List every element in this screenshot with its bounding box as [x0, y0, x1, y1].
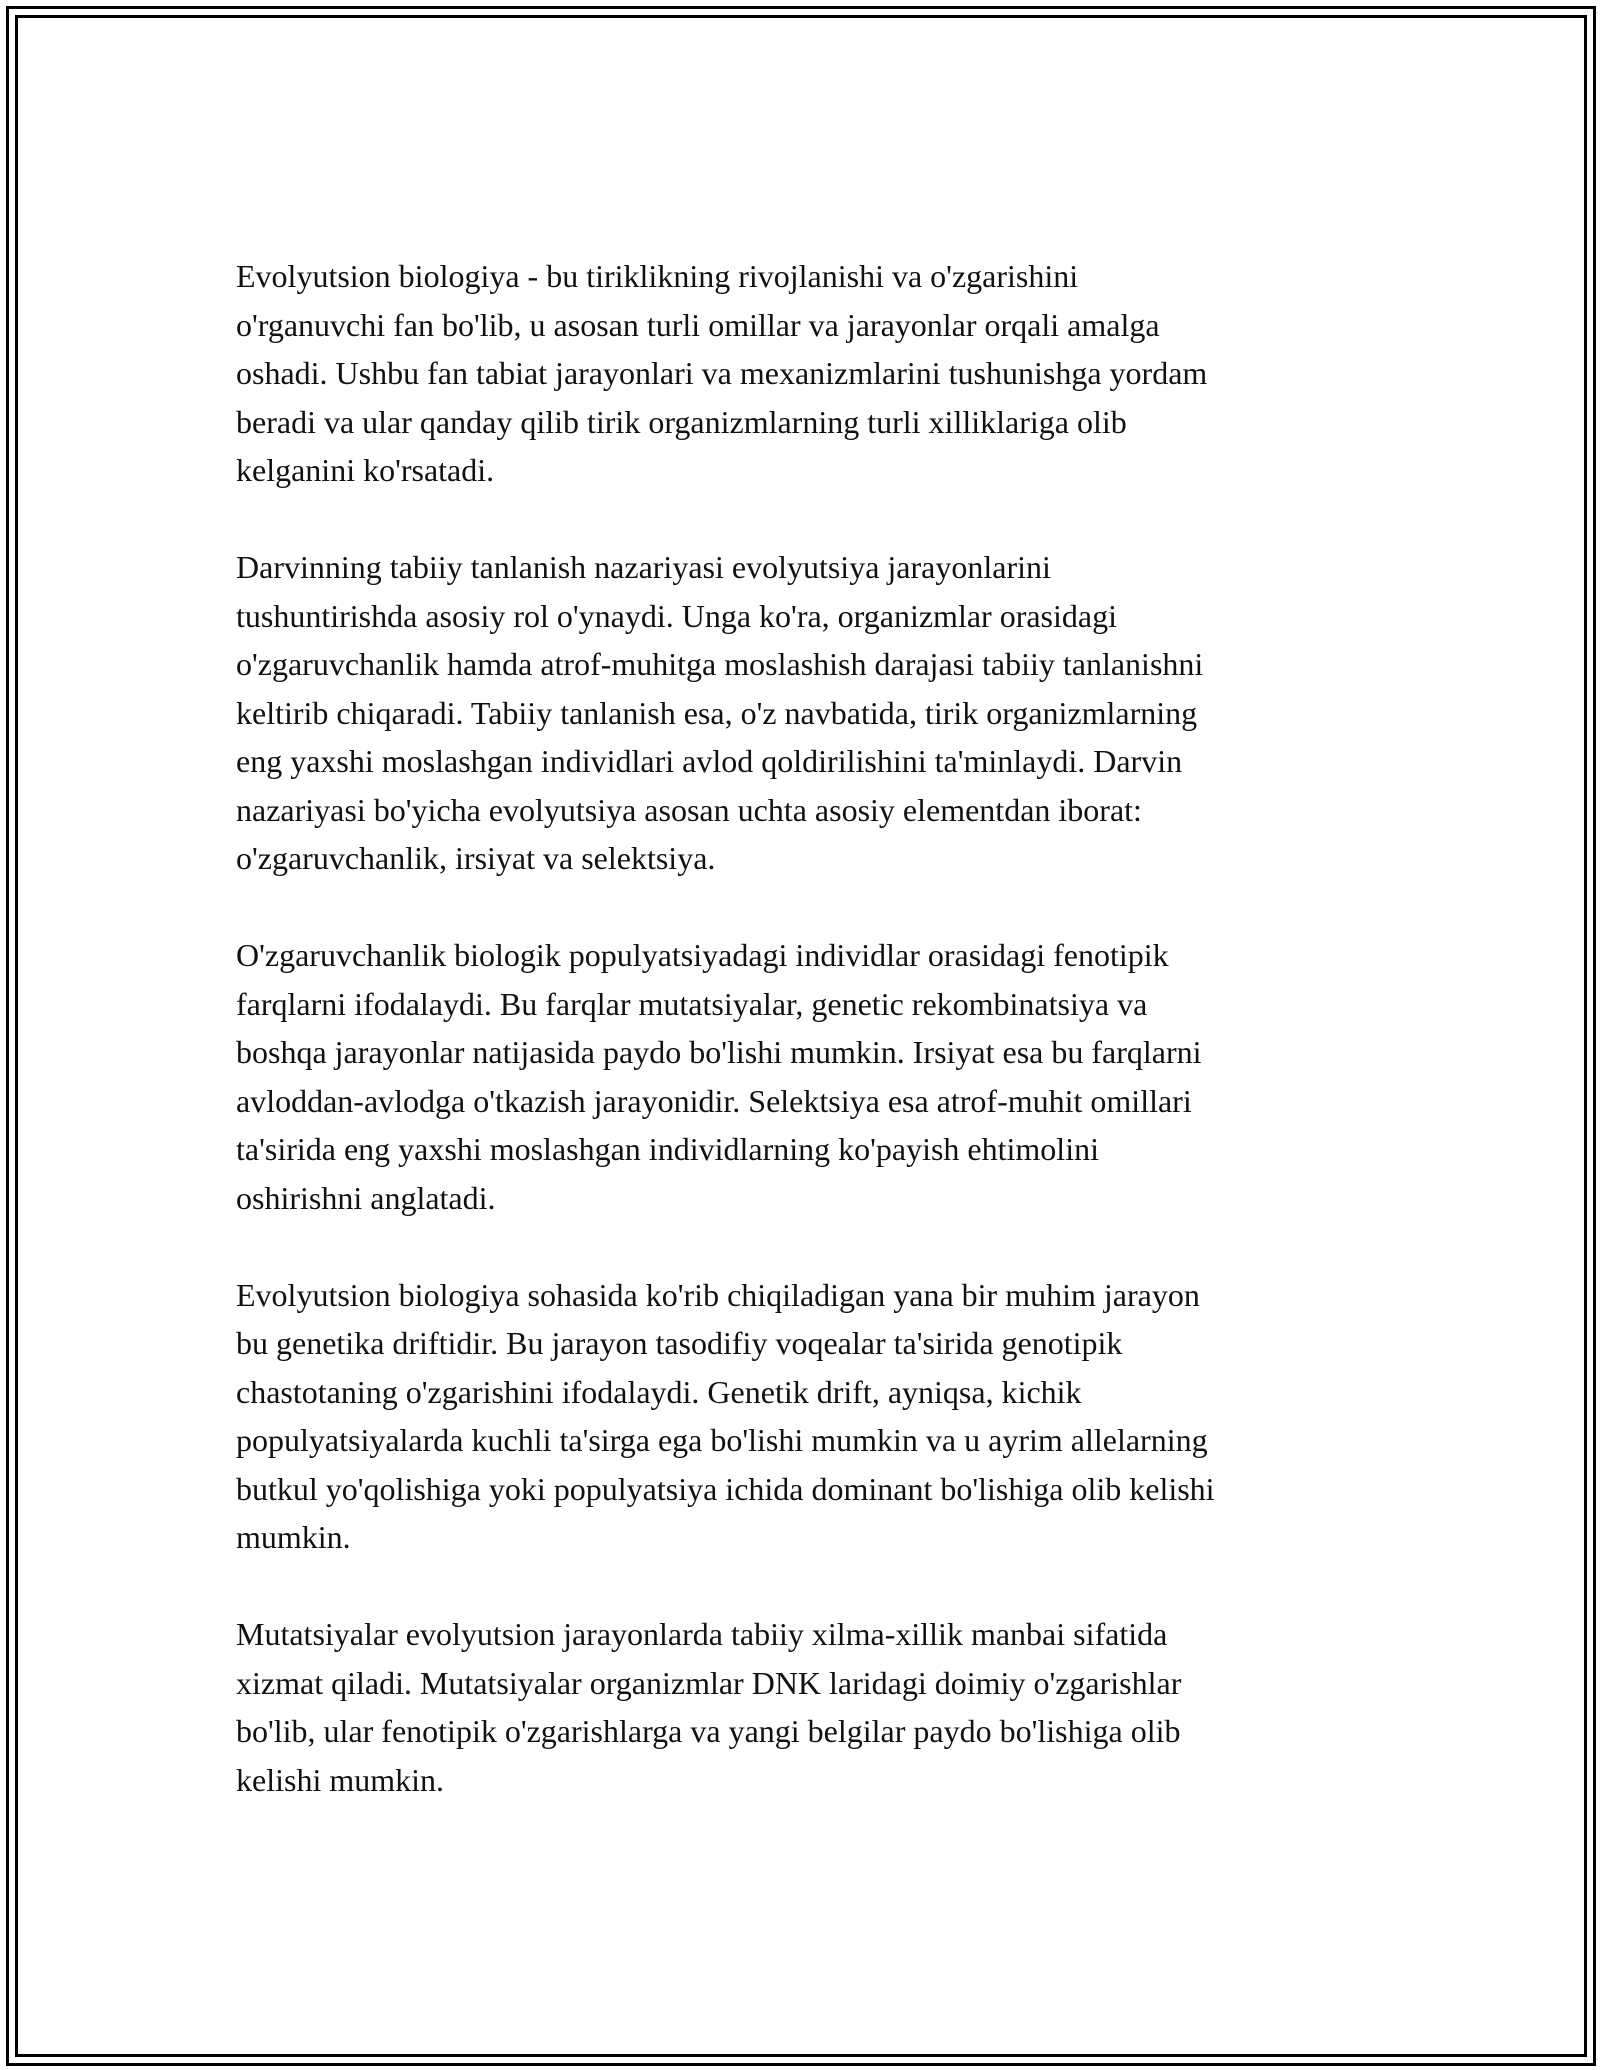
text-line: ta'sirida eng yaxshi moslashgan individlarning ko'payish ehtimolini [236, 1131, 1099, 1167]
document-body [236, 252, 1376, 1853]
text-line: O'zgaruvchanlik biologik populyatsiyadagi individlar orasidagi fenotipik [236, 937, 1169, 973]
text-line: kelishi mumkin. [236, 1761, 444, 1798]
text-line: Mutatsiyalar evolyutsion jarayonlarda tabiiy xilma-xillik manbai sifatida [236, 1616, 1168, 1652]
paragraph-mutations [236, 1610, 1376, 1804]
text-line: Evolyutsion biologiya - bu tiriklikning rivojlanishi va o'zgarishini [236, 258, 1079, 294]
paragraph-evolutionary-biology [236, 252, 1376, 495]
text-line: bu genetika driftidir. Bu jarayon tasodifiy voqealar ta'sirida genotipik [236, 1325, 1123, 1361]
text-line: Evolyutsion biologiya sohasida ko'rib chiqiladigan yana bir muhim jarayon [236, 1276, 1200, 1313]
text-line: oshirishni anglatadi. [236, 1179, 496, 1216]
text-line: o'rganuvchi fan bo'lib, u asosan turli omillar va jarayonlar orqali amalga [236, 306, 1160, 343]
text-line: xizmat qiladi. Mutatsiyalar organizmlar DNK laridagi doimiy o'zgarishlar [236, 1664, 1182, 1701]
paragraph-genetic-drift [236, 1271, 1376, 1562]
text-line: kelganini ko'rsatadi. [236, 452, 495, 488]
text-line: populyatsiyalarda kuchli ta'sirga ega bo'lishi mumkin va u ayrim allelarning [236, 1422, 1208, 1458]
text-line: avloddan-avlodga o'tkazish jarayonidir. Selektsiya esa atrof-muhit omillari [236, 1082, 1192, 1119]
text-line: boshqa jarayonlar natijasida paydo bo'lishi mumkin. Irsiyat esa bu farqlarni [236, 1034, 1202, 1070]
text-line: mumkin. [236, 1519, 351, 1555]
text-line: farqlarni ifodalaydi. Bu farqlar mutatsiyalar, genetic rekombinatsiya va [236, 985, 1148, 1022]
paragraph-natural-selection [236, 543, 1376, 883]
text-line: nazariyasi bo'yicha evolyutsiya asosan uchta asosiy elementdan iborat: [236, 791, 1142, 828]
text-line: Darvinning tabiiy tanlanish nazariyasi evolyutsiya jarayonlarini [236, 549, 1051, 585]
text-line: beradi va ular qanday qilib tirik organizmlarning turli xilliklariga olib [236, 403, 1127, 440]
text-line: keltirib chiqaradi. Tabiiy tanlanish esa, o'z navbatida, tirik organizmlarning [236, 694, 1198, 731]
text-line: butkul yo'qolishiga yoki populyatsiya ichida dominant bo'lishiga olib kelishi [236, 1470, 1215, 1507]
text-line: oshadi. Ushbu fan tabiat jarayonlari va mexanizmlarini tushunishga yordam [236, 355, 1208, 391]
text-line: o'zgaruvchanlik, irsiyat va selektsiya. [236, 840, 716, 876]
text-line: bo'lib, ular fenotipik o'zgarishlarga va yangi belgilar paydo bo'lishiga olib [236, 1713, 1181, 1749]
text-line: chastotaning o'zgarishini ifodalaydi. Genetik drift, ayniqsa, kichik [236, 1373, 1082, 1410]
text-line: tushuntirishda asosiy rol o'ynaydi. Unga ko'ra, organizmlar orasidagi [236, 597, 1117, 634]
paragraph-variability [236, 931, 1376, 1222]
text-line: eng yaxshi moslashgan individlari avlod qoldirilishini ta'minlaydi. Darvin [236, 743, 1183, 779]
text-line: o'zgaruvchanlik hamda atrof-muhitga moslashish darajasi tabiiy tanlanishni [236, 646, 1204, 682]
